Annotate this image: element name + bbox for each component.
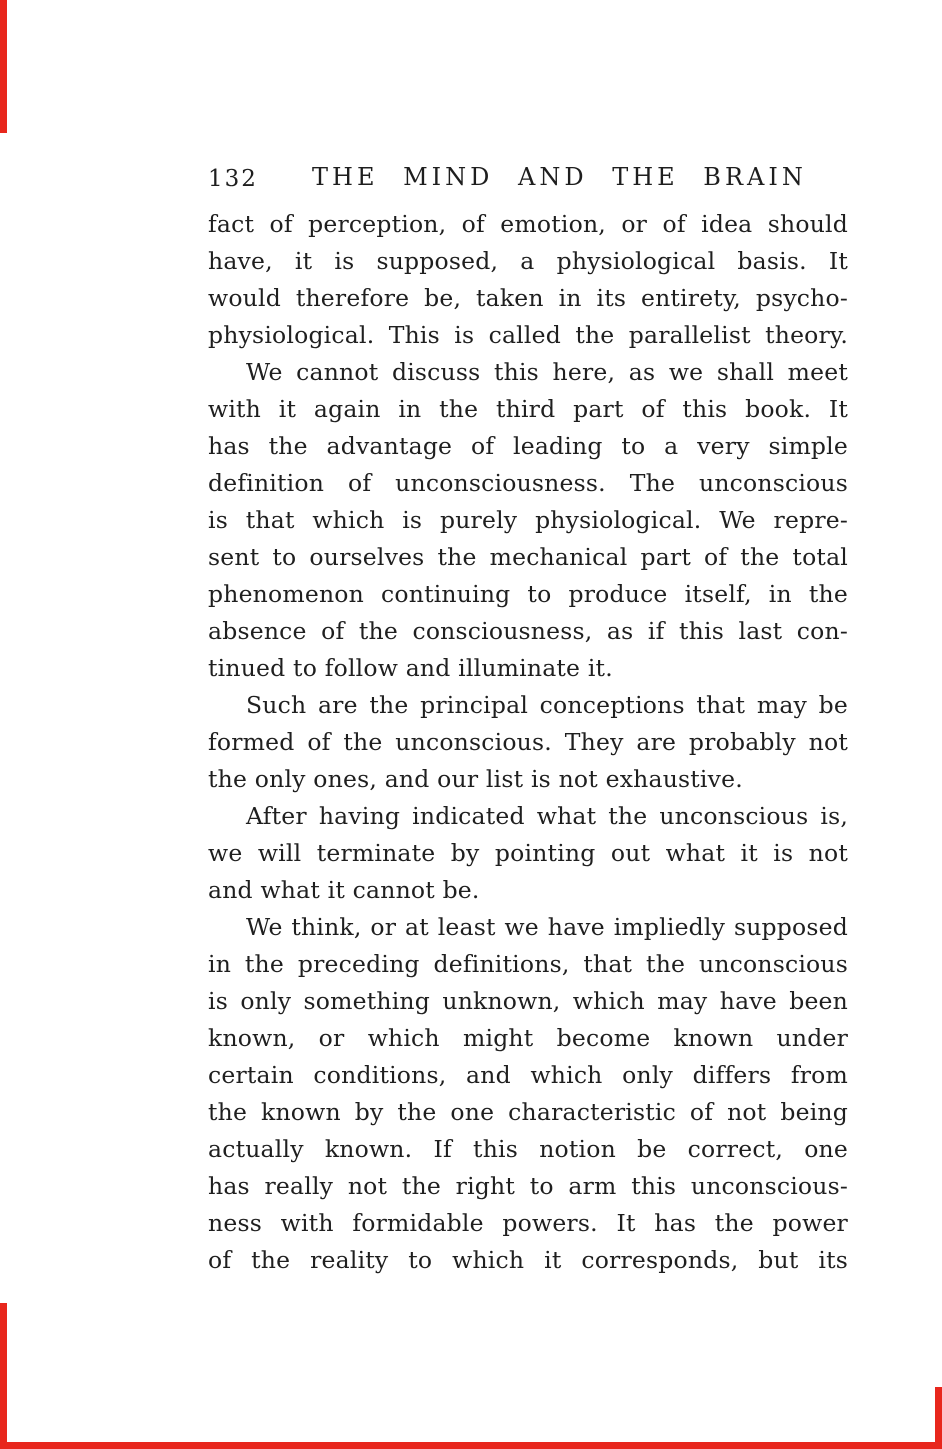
text-line: tinued to follow and illuminate it. (208, 654, 613, 682)
text-line: formed of the unconscious. They are probably not (208, 728, 848, 756)
paragraph (208, 206, 848, 354)
text-line: we will terminate by pointing out what it is not (208, 839, 848, 867)
text-line: After having indicated what the unconscious is, (246, 802, 848, 830)
paragraph (208, 798, 848, 909)
scan-edge-mark-bottom (0, 1442, 942, 1449)
text-line: the only ones, and our list is not exhaustive. (208, 765, 743, 793)
page-header (208, 163, 848, 193)
text-line: in the preceding definitions, that the unconscious (208, 950, 848, 978)
scan-edge-mark-bottom-left (0, 1303, 7, 1449)
paragraph (208, 354, 848, 687)
text-line: actually known. If this notion be correct, one (208, 1135, 848, 1163)
running-head-title: THE MIND AND THE BRAIN (312, 163, 807, 191)
text-line: sent to ourselves the mechanical part of the total (208, 543, 848, 571)
text-line: known, or which might become known under (208, 1024, 848, 1052)
text-line: have, it is supposed, a physiological basis. It (208, 247, 848, 275)
paragraph (208, 687, 848, 798)
scan-edge-mark-top-left (0, 0, 7, 133)
text-line: absence of the consciousness, as if this last con- (208, 617, 848, 645)
text-line: ness with formidable powers. It has the power (208, 1209, 848, 1237)
text-line: Such are the principal conceptions that may be (246, 691, 848, 719)
text-line: and what it cannot be. (208, 876, 480, 904)
paragraph (208, 909, 848, 1279)
text-line: physiological. This is called the parallelist theory. (208, 321, 848, 349)
scan-edge-mark-bottom-right (935, 1387, 942, 1449)
text-line: would therefore be, taken in its entirety, psycho- (208, 284, 848, 312)
text-line: with it again in the third part of this book. It (208, 395, 848, 423)
text-line: is only something unknown, which may have been (208, 987, 848, 1015)
text-line: fact of perception, of emotion, or of idea should (208, 210, 848, 238)
text-line: has really not the right to arm this unconscious- (208, 1172, 848, 1200)
text-line: the known by the one characteristic of not being (208, 1098, 848, 1126)
body-text-block (208, 206, 848, 1279)
text-line: is that which is purely physiological. We repre- (208, 506, 848, 534)
text-line: has the advantage of leading to a very simple (208, 432, 848, 460)
text-line: definition of unconsciousness. The unconscious (208, 469, 848, 497)
page-number: 132 (208, 166, 258, 192)
text-line: We cannot discuss this here, as we shall meet (246, 358, 848, 386)
text-line: of the reality to which it corresponds, but its (208, 1246, 848, 1274)
text-line: certain conditions, and which only differs from (208, 1061, 848, 1089)
text-line: We think, or at least we have impliedly supposed (246, 913, 848, 941)
text-line: phenomenon continuing to produce itself, in the (208, 580, 848, 608)
